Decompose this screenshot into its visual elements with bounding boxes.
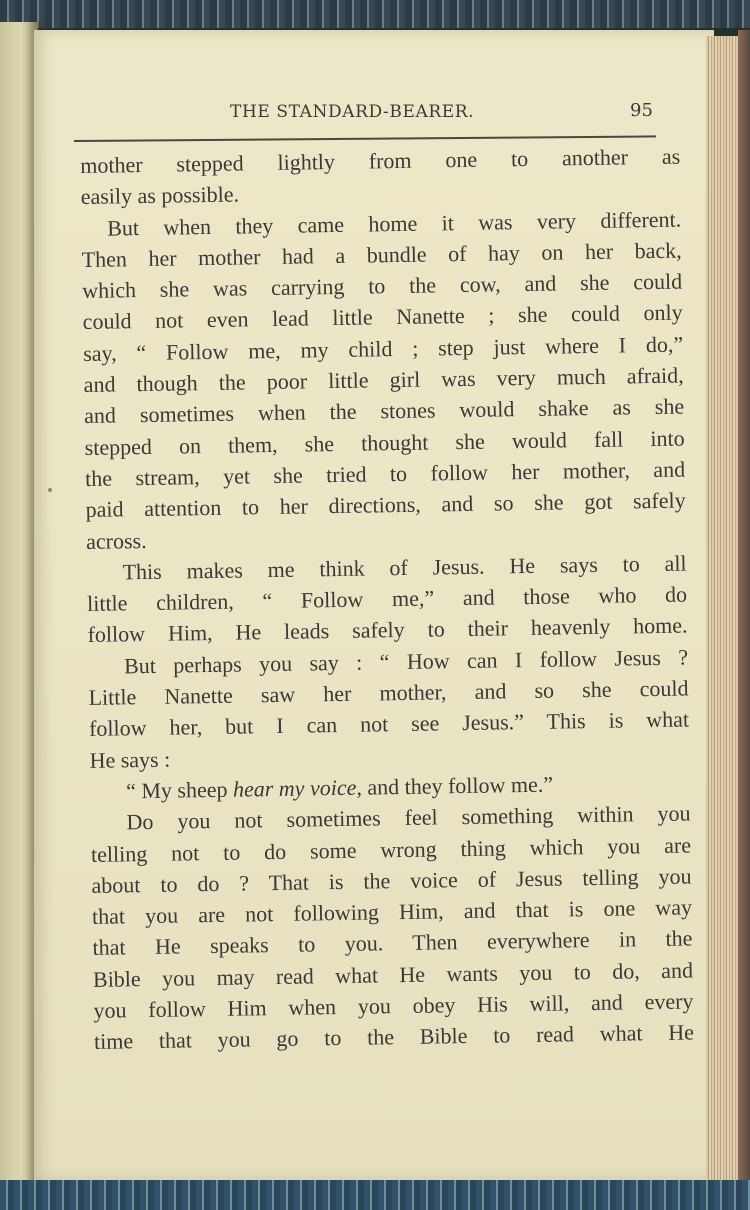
text-line: Then her mother had a bundle of hay on her back, <box>81 237 682 272</box>
text-line: say, “ Follow me, my child ; step just where I do,” <box>82 331 684 366</box>
text-line: which she was carrying to the cow, and she could <box>82 268 683 304</box>
running-title: THE STANDARD-BEARER. <box>230 102 475 122</box>
book-bottom-edge <box>0 1180 750 1210</box>
text-line: But perhaps you say : “ How can I follow Jesus ? <box>123 644 689 679</box>
text-line: easily as possible. <box>80 181 240 210</box>
text-line: stepped on them, she thought she would fall into <box>84 425 685 460</box>
quote-text-end: , and they follow me.” <box>356 771 554 800</box>
text-line: He says : <box>89 746 171 773</box>
text-line: about to do ? That is the voice of Jesus telling you <box>91 863 692 898</box>
text-line: could not even lead little Nanette ; she could only <box>82 300 683 335</box>
text-line: the stream, yet she tried to follow her mother, and <box>84 456 686 491</box>
page-body <box>80 141 694 1058</box>
text-line: But when they came home it was very different. <box>107 206 682 241</box>
page-number: 95 <box>630 100 653 121</box>
text-line: follow Him, He leads safely to their heavenly home. <box>87 612 688 648</box>
text-line: and though the poor little girl was very much afraid, <box>83 362 684 398</box>
text-line: across. <box>85 527 147 554</box>
text-line: mother stepped lightly from one to another as <box>80 143 681 178</box>
book-top-edge <box>0 0 750 28</box>
text-line: and sometimes when the stones would shake as she <box>83 393 685 429</box>
page-header <box>34 96 714 132</box>
text-line: Do you not sometimes feel something within you <box>126 800 691 835</box>
text-line: telling not to do some wrong thing which you are <box>90 832 692 867</box>
quote-text-italic: hear my voice <box>232 774 357 802</box>
text-line: paid attention to her directions, and so she got safely <box>85 487 686 523</box>
text-line: Bible you may read what He wants you to do, and <box>92 957 694 992</box>
text-line: This makes me think of Jesus. He says to all <box>122 550 687 585</box>
text-line: that He speaks to you. Then everywhere in the <box>92 925 693 961</box>
quote-text-start: “ My sheep <box>125 776 234 804</box>
text-line: little children, “ Follow me,” and those who do <box>86 581 688 617</box>
cover-edge <box>738 30 750 1190</box>
text-line: you follow Him when you obey His will, and every <box>93 988 694 1023</box>
text-line: Little Nanette saw her mother, and so she could <box>88 675 689 710</box>
paper-speck <box>48 488 52 492</box>
text-line: time that you go to the Bible to read what He <box>93 1019 695 1055</box>
text-line: that you are not following Him, and that is one way <box>91 894 693 930</box>
text-line: follow her, but I can not see Jesus.” This is what <box>88 706 690 742</box>
